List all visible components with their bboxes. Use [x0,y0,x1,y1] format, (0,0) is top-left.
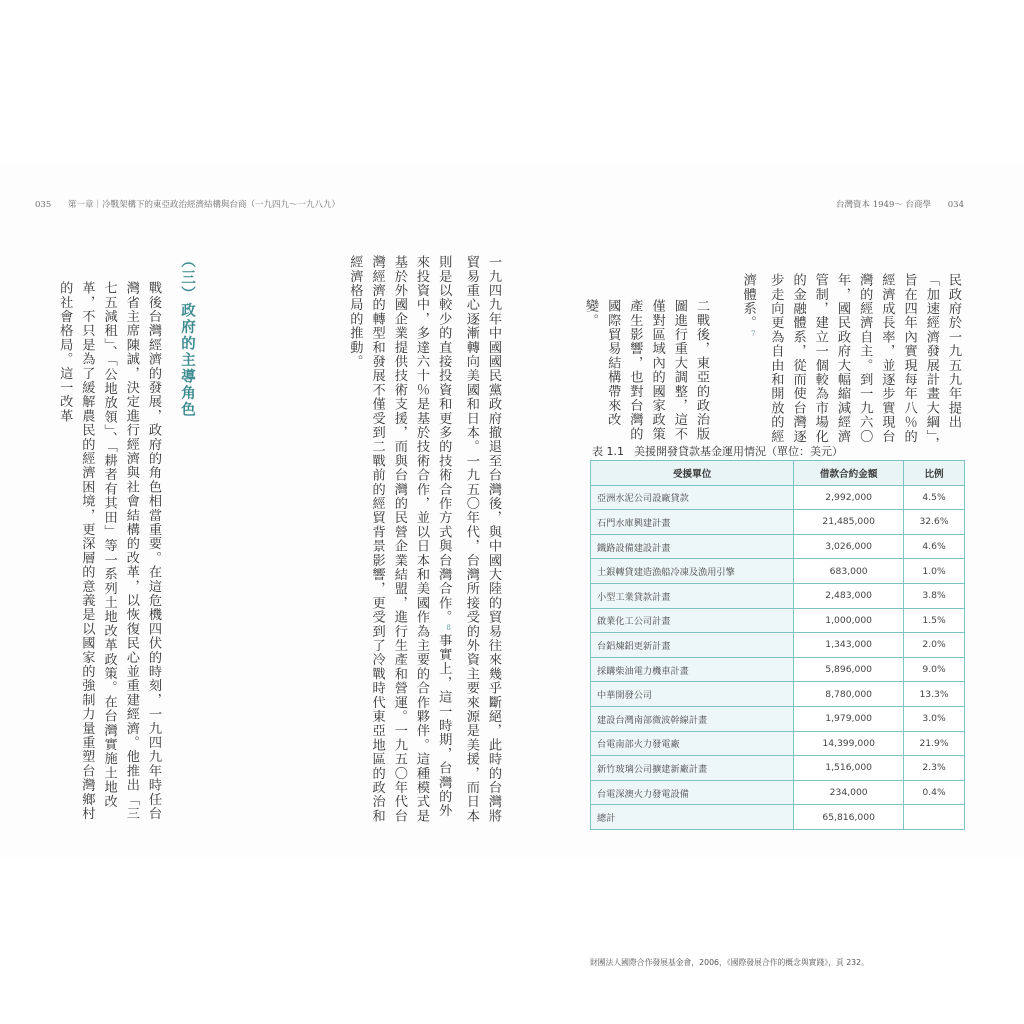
table-label: 表 1.1 [592,445,624,458]
cell-ratio: 2.3% [904,756,965,781]
cell-ratio: 32.6% [904,510,965,535]
table-row [591,731,965,756]
table-row [591,534,965,559]
section-heading: （三）政府的主導角色 [179,253,195,418]
footnote-marker[interactable]: 7 [749,329,758,339]
cell-ratio: 1.0% [904,559,965,584]
cell-amount: 3,026,000 [794,534,904,559]
cell-amount: 1,343,000 [794,633,904,658]
header-amount: 借款合約金額 [794,461,904,486]
cell-unit: 台電深澳火力發電設備 [591,780,794,805]
table-row [591,780,965,805]
footnote-marker[interactable]: 8 [444,624,453,634]
header-unit: 受援單位 [591,461,794,486]
cell-amount: 14,399,000 [794,731,904,756]
table-row [591,706,965,731]
table-row [591,682,965,707]
cell-amount: 234,000 [794,780,904,805]
cell-unit: 建設台灣南部微波幹線計畫 [591,706,794,731]
table-caption [592,443,843,459]
table-body [591,485,965,829]
cell-unit: 台電南部火力發電廠 [591,731,794,756]
table-row [591,657,965,682]
cell-amount: 8,780,000 [794,682,904,707]
cell-unit: 台鋁煉鋁更新計畫 [591,633,794,658]
paragraph-text: 一九四九年中國國民黨政府撤退至台灣後，與中國大陸的貿易往來幾乎斷絕，此時的台灣將貿易重心逐漸轉向美國和日本。一九五〇年代，台灣所接受的外資主要來源是美援，而日本則是以較少的直接投資和更多的技術合作方式與台灣合作。 [436,255,501,823]
cell-unit: 中華開發公司 [591,682,794,707]
cell-unit: 採購柴油電力機車計畫 [591,657,794,682]
table-row [591,756,965,781]
cell-ratio: 21.9% [904,731,965,756]
cell-ratio: 9.0% [904,657,965,682]
paragraph-text: 民政府於一九五九年提出「加速經濟發展計畫大綱」，旨在四年內實現每年八％的經濟成長率，並逐步實現台灣的經濟自主。到一九六〇年，國民政府大幅縮減經濟管制，建立一個較為市場化的金融體系，從而使台灣逐步走向更為自由和開放的經濟體系。 [740,273,961,451]
paragraph-text: 事實上，這一時期，台灣的外來投資中，多達六十％是基於技術合作，並以日本和美國作為主要的合作夥伴。這種模式是基於外國企業提供技術支援，而與台灣的民營企業結盟，進行生產和營運。一九五〇年代台灣經濟的轉型和發展不僅受到二戰前的經貿背景影響，更受到了冷戰時代東亞地區的政治和經濟格局的推動。 [347,255,452,823]
cell-unit: 小型工業貸款計畫 [591,583,794,608]
cell-amount: 683,000 [794,559,904,584]
cell-unit: 石門水庫興建計畫 [591,510,794,535]
table-row [591,583,965,608]
cell-ratio: 4.5% [904,485,965,510]
table-row [591,633,965,658]
cell-amount: 65,816,000 [794,805,904,830]
left-page-number: 035 [35,200,52,210]
paragraph-text: 二戰後，東亞的政治版圖進行重大調整，這不僅對區域內的國家政策產生影響，也對台灣的國際貿易結構帶來改變。 [582,299,709,441]
table-total-row [591,805,965,830]
header-ratio: 比例 [904,461,965,486]
cell-unit: 亞洲水泥公司設廠貸款 [591,485,794,510]
cell-ratio: 13.3% [904,682,965,707]
cell-ratio: 3.8% [904,583,965,608]
table-source-note: 財團法人國際合作發展基金會，2006，《國際發展合作的概念與實踐》，頁 232。 [590,958,869,967]
cell-amount: 1,000,000 [794,608,904,633]
cell-unit: 土銀轉貸建造漁船冷凍及漁用引擎 [591,559,794,584]
book-title: 台灣資本 1949～ 台商學 [836,200,932,210]
table-row [591,559,965,584]
cell-unit: 鐵路設備建設計畫 [591,534,794,559]
cell-unit: 啟業化工公司計畫 [591,608,794,633]
left-chapter-title: 第一章｜冷戰架構下的東亞政治經濟結構與台商（一九四九～一九八九） [67,200,340,210]
cell-ratio: 3.0% [904,706,965,731]
paragraph-text: 戰後台灣經濟的發展，政府的角色相當重要。在這危機四伏的時刻，一九四九年時任台灣省主席陳誠，決定進行經濟與社會結構的改革，以恢復民心並重建經濟。他推出「三七五減租」、「公地放領」、「耕者有其田」等一系列土地改革政策。在台灣實施土地改革，不只是為了緩解農民的經濟困境，更深層的意義是以國家的強制力量重塑台灣鄉村的社會格局。這一改革 [57,281,161,821]
cell-ratio: 0.4% [904,780,965,805]
cell-amount: 21,485,000 [794,510,904,535]
cell-amount: 1,516,000 [794,756,904,781]
cell-amount: 2,992,000 [794,485,904,510]
cell-ratio: 4.6% [904,534,965,559]
table-title: 美援開發貸款基金運用情況（單位：美元） [634,445,843,458]
cell-amount: 2,483,000 [794,583,904,608]
table-layer [0,165,1024,967]
cell-amount: 1,979,000 [794,706,904,731]
table-row [591,608,965,633]
cell-ratio [904,805,965,830]
table-row [591,510,965,535]
cell-unit: 新竹玻璃公司擴建新廠計畫 [591,756,794,781]
aid-loan-table [590,460,965,830]
right-page-number: 034 [947,200,964,210]
cell-ratio: 1.5% [904,608,965,633]
cell-unit: 總計 [591,805,794,830]
cell-ratio: 2.0% [904,633,965,658]
cell-amount: 5,896,000 [794,657,904,682]
table-row [591,485,965,510]
table-header-row [591,461,965,486]
